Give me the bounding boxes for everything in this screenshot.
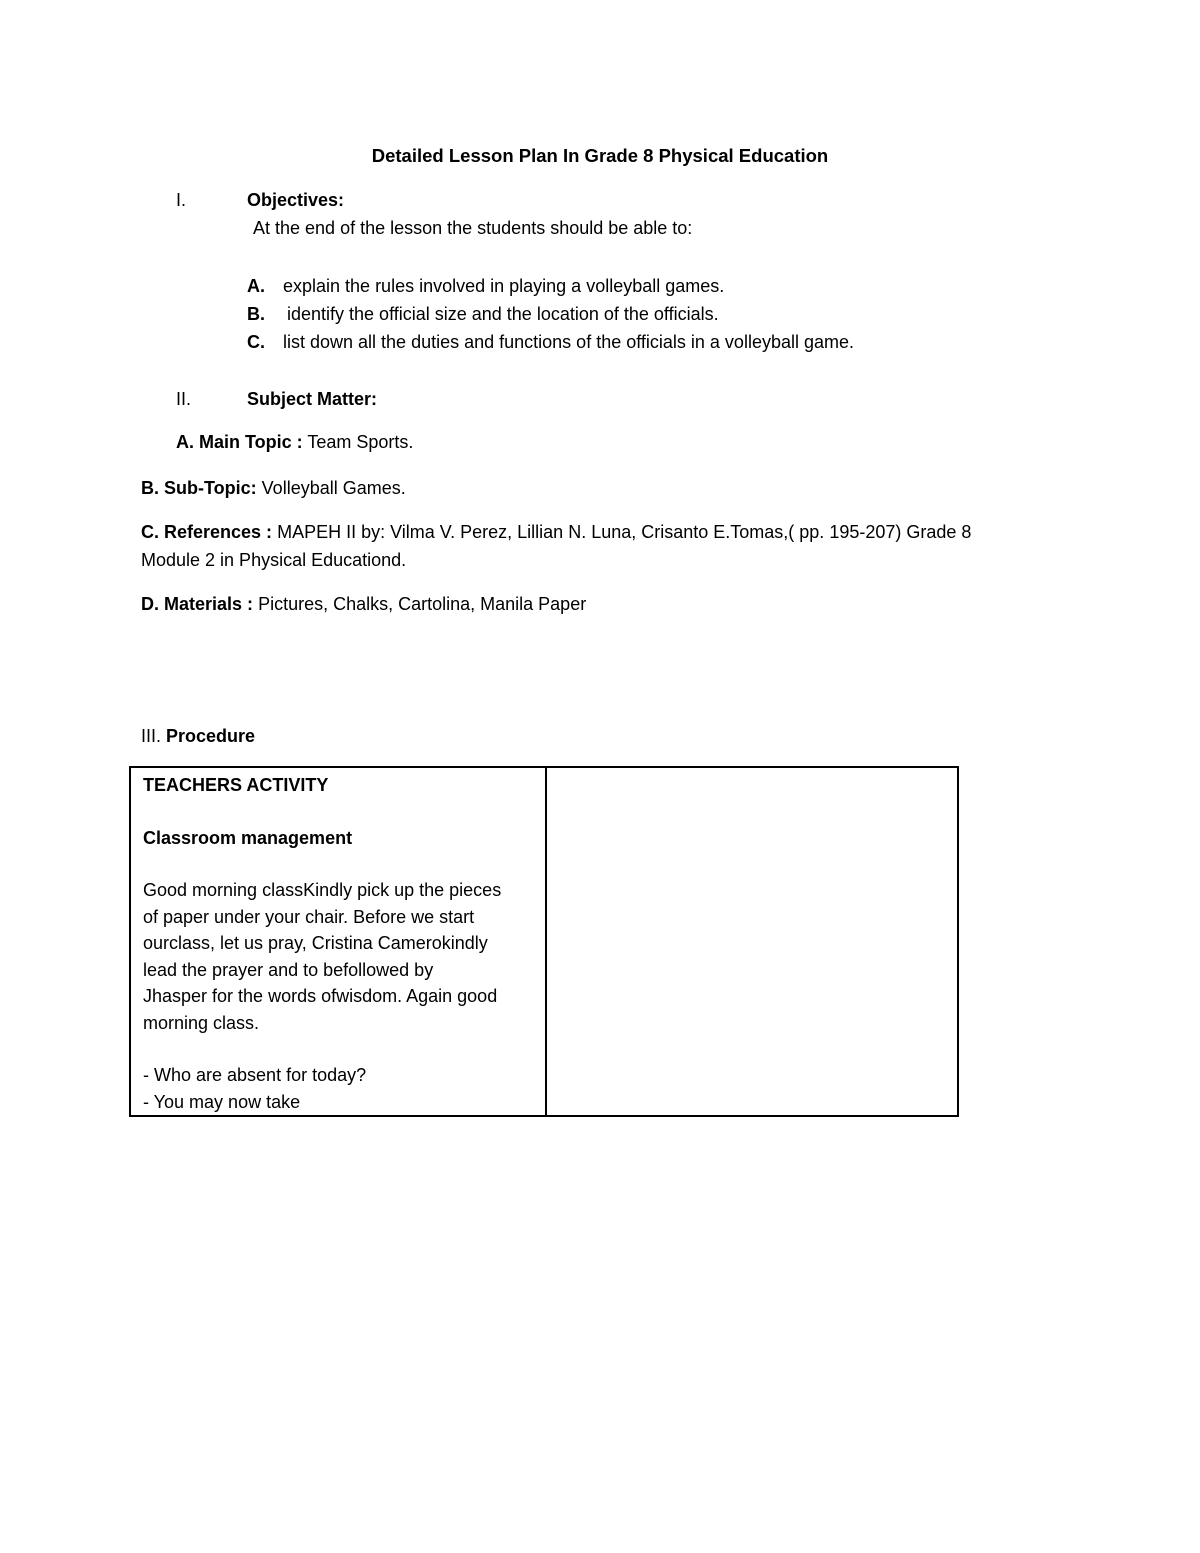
teachers-activity-heading: TEACHERS ACTIVITY — [143, 775, 329, 795]
subject-matter-heading: Subject Matter: — [247, 389, 378, 409]
procedure-heading: Procedure — [166, 726, 256, 746]
objective-a-text: explain the rules involved in playing a volleyball games. — [283, 276, 725, 296]
objectives-number: I. — [176, 190, 187, 210]
objective-b-letter: B. — [247, 304, 265, 324]
classroom-management-heading: Classroom management — [143, 827, 353, 848]
main-topic-line — [176, 431, 413, 453]
paragraph-line: Good morning classKindly pick up the pieces — [143, 880, 502, 900]
main-topic-label: A. Main Topic : — [176, 432, 303, 452]
materials-label: D. Materials : — [141, 594, 254, 614]
objective-c-letter: C. — [247, 332, 265, 352]
objective-b-text: identify the official size and the location of the officials. — [287, 304, 719, 324]
paragraph-line: of paper under your chair. Before we start — [143, 906, 475, 927]
references-value-line1: MAPEH II by: Vilma V. Perez, Lillian N. Luna, Crisanto E.Tomas,( pp. 195-207) Grade 8 — [277, 522, 972, 542]
main-topic-value: Team Sports. — [307, 432, 414, 452]
bullet-line: - You may now take — [143, 1091, 301, 1112]
procedure-heading-line — [141, 725, 255, 747]
materials-value: Pictures, Chalks, Cartolina, Manila Paper — [258, 594, 587, 614]
paragraph-line: morning class. — [143, 1012, 260, 1033]
document-title: Detailed Lesson Plan In Grade 8 Physical Education — [371, 145, 829, 166]
teachers-activity-cell — [130, 767, 546, 1116]
paragraph-line: Jhasper for the words ofwisdom. Again good — [143, 986, 498, 1006]
sub-topic-value: Volleyball Games. — [261, 478, 406, 498]
objective-a-letter: A. — [247, 276, 265, 296]
objective-c-text: list down all the duties and functions of the officials in a volleyball game. — [283, 332, 854, 352]
paragraph-line: lead the prayer and to befollowed by — [143, 959, 434, 980]
references-value-line2: Module 2 in Physical Educationd. — [141, 550, 407, 570]
bullet-line: - Who are absent for today? — [143, 1065, 367, 1085]
objectives-heading: Objectives: — [247, 190, 345, 210]
students-activity-cell — [546, 767, 958, 1116]
references-label: C. References : — [141, 522, 273, 542]
subject-matter-number: II. — [176, 389, 192, 409]
materials-line — [141, 593, 586, 615]
objectives-intro: At the end of the lesson the students should be able to: — [253, 218, 693, 238]
procedure-number: III. — [141, 726, 162, 746]
procedure-table — [129, 766, 959, 1117]
references-line — [141, 521, 971, 543]
sub-topic-line — [141, 477, 406, 499]
paragraph-line: ourclass, let us pray, Cristina Camerokindly — [143, 933, 488, 953]
sub-topic-label: B. Sub-Topic: — [141, 478, 257, 498]
